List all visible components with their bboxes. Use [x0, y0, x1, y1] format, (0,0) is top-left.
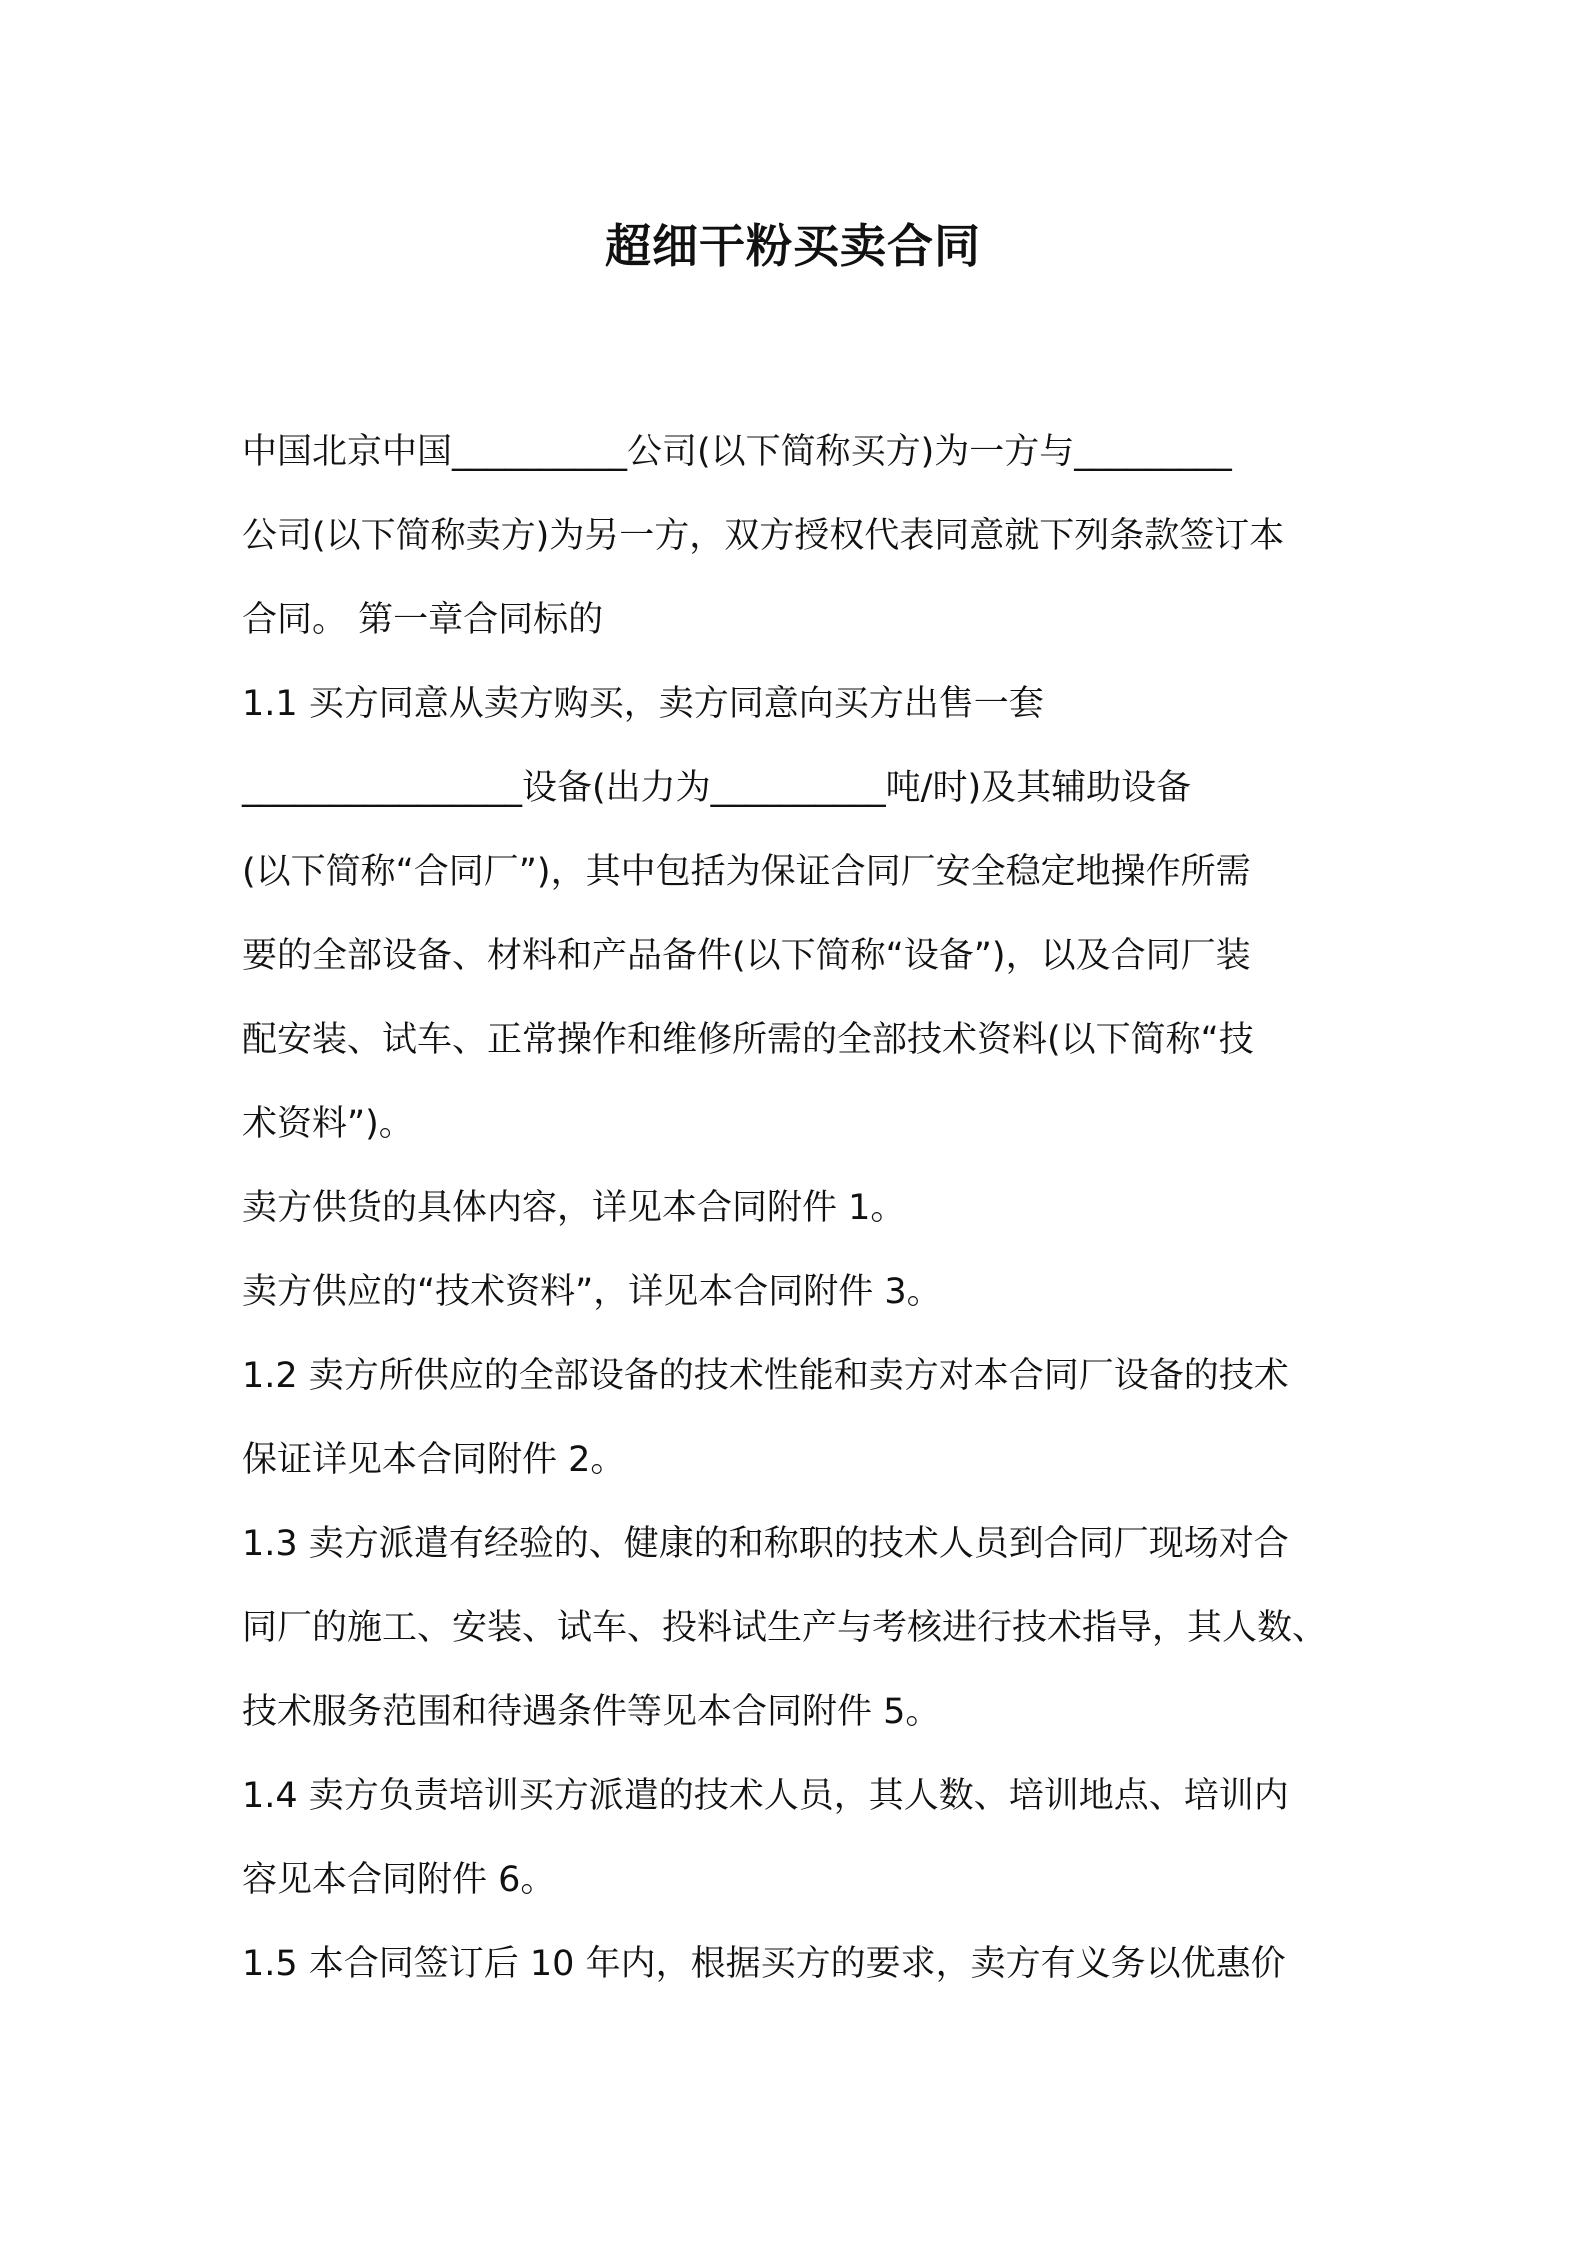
body-line: 卖方供应的“技术资料”，详见本合同附件 3。	[242, 1272, 942, 1312]
body-line: 1.3 卖方派遣有经验的、健康的和称职的技术人员到合同厂现场对合	[242, 1524, 1289, 1564]
document-body	[242, 410, 1352, 2006]
body-line: 保证详见本合同附件 2。	[242, 1440, 626, 1480]
body-line: 同厂的施工、安装、试车、投料试生产与考核进行技术指导，其人数、	[242, 1608, 1328, 1648]
document-title: 超细干粉买卖合同	[605, 219, 981, 273]
body-line: 1.5 本合同签订后 10 年内，根据买方的要求，卖方有义务以优惠价	[242, 1944, 1286, 1984]
body-line: 术资料”)。	[242, 1104, 414, 1144]
body-line: 合同。 第一章合同标的	[242, 600, 604, 640]
body-line: 配安装、试车、正常操作和维修所需的全部技术资料(以下简称“技	[242, 1020, 1254, 1060]
body-line: 公司(以下简称卖方)为另一方，双方授权代表同意就下列条款签订本	[242, 516, 1285, 556]
body-line: (以下简称“合同厂”)，其中包括为保证合同厂安全稳定地操作所需	[242, 852, 1251, 892]
body-line: 卖方供货的具体内容，详见本合同附件 1。	[242, 1188, 906, 1228]
body-line: 1.1 买方同意从卖方购买，卖方同意向买方出售一套	[242, 684, 1044, 724]
body-line: 1.4 卖方负责培训买方派遣的技术人员，其人数、培训地点、培训内	[242, 1776, 1289, 1816]
body-line: 技术服务范围和待遇条件等见本合同附件 5。	[242, 1692, 941, 1732]
body-line: 容见本合同附件 6。	[242, 1860, 556, 1900]
body-line: 要的全部设备、材料和产品备件(以下简称“设备”)，以及合同厂装	[242, 936, 1251, 976]
body-line: ________________设备(出力为__________吨/时)及其辅助设备	[242, 768, 1192, 808]
body-line: 中国北京中国__________公司(以下简称买方)为一方与_________	[242, 432, 1232, 472]
body-line: 1.2 卖方所供应的全部设备的技术性能和卖方对本合同厂设备的技术	[242, 1356, 1289, 1396]
